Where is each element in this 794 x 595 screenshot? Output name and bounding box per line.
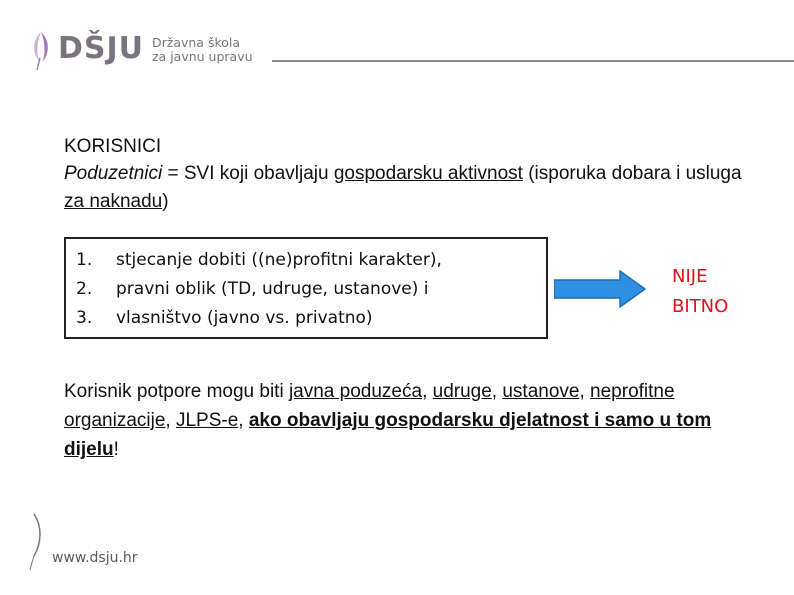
beneficiary-note [64, 377, 764, 464]
criteria-text: stjecanje dobiti ((ne)profitni karakter), [116, 250, 442, 270]
criteria-text: pravni oblik (TD, udruge, ustanove) i [116, 279, 429, 299]
header-divider [272, 60, 794, 62]
logo-subtitle-line2: za javnu upravu [152, 49, 253, 64]
definition-term: Poduzetnici [64, 163, 163, 184]
note-underline-nonprofits: neprofitne organizacije [64, 381, 675, 431]
note-text: Korisnik potpore mogu biti [64, 381, 289, 402]
definition-part1: = SVI koji obavljaju [162, 163, 334, 184]
criteria-item [76, 275, 546, 304]
note-separator: , [165, 410, 176, 431]
verdict-line1: NIJE [672, 266, 708, 287]
header [28, 24, 794, 74]
criteria-number: 1. [76, 250, 93, 270]
note-separator: , [579, 381, 591, 402]
logo-subtitle [152, 36, 253, 64]
criteria-box [64, 237, 548, 339]
definition-text [64, 160, 764, 216]
criteria-list [66, 239, 546, 333]
note-separator: , [422, 381, 433, 402]
definition-part2: (isporuka dobara i usluga [522, 163, 742, 184]
criteria-item [76, 304, 546, 333]
logo-icon [28, 28, 54, 72]
criteria-text: vlasništvo (javno vs. privatno) [116, 308, 373, 328]
definition-underline-1: gospodarsku aktivnost [333, 163, 523, 184]
verdict-line2: BITNO [672, 296, 729, 317]
logo-subtitle-line1: Državna škola [152, 35, 241, 50]
criteria-number: 2. [76, 279, 93, 299]
note-separator: , [238, 410, 249, 431]
slide-title: KORISNICI [64, 136, 162, 157]
logo-text: DŠJU [58, 31, 145, 66]
note-underline-public-companies: javna poduzeća [288, 381, 423, 402]
footer-logo-icon [28, 512, 46, 572]
note-end: ! [113, 439, 119, 460]
definition-underline-2: za naknadu [64, 191, 163, 212]
note-underline-associations: udruge [432, 381, 492, 402]
note-underline-jlps: JLPS-e [175, 410, 239, 431]
footer-url[interactable]: www.dsju.hr [52, 550, 138, 566]
note-underline-institutions: ustanove [502, 381, 580, 402]
note-condition: ako obavljaju gospodarsku djelatnost i samo u tom dijelu [64, 410, 712, 460]
verdict-text [672, 262, 728, 322]
arrow-right-icon [554, 270, 646, 308]
criteria-number: 3. [76, 308, 93, 328]
criteria-item [76, 246, 546, 275]
note-separator: , [491, 381, 503, 402]
definition-part3: ) [162, 191, 169, 212]
